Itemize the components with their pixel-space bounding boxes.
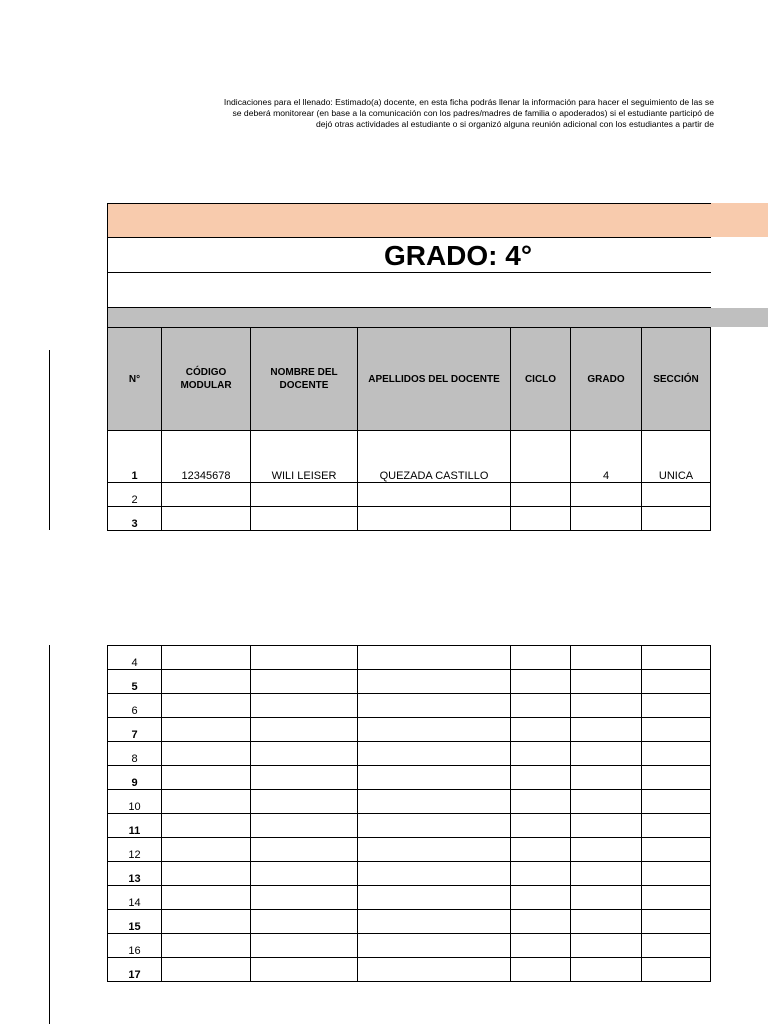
cell-apellidos[interactable] [358, 483, 511, 507]
cell-grado[interactable] [571, 790, 642, 814]
cell-apellidos[interactable] [358, 790, 511, 814]
cell-codigo[interactable] [162, 483, 251, 507]
table-row [108, 507, 711, 531]
grado-title: GRADO: 4° [383, 240, 533, 271]
col-header-ciclo: CICLO [511, 328, 571, 431]
col-header-n: N° [108, 328, 162, 431]
cell-ciclo[interactable] [511, 838, 571, 862]
table-row [108, 934, 711, 958]
cell-apellidos[interactable] [358, 670, 511, 694]
table-row [108, 483, 711, 507]
cell-ciclo[interactable] [511, 934, 571, 958]
cell-nombre[interactable]: WILI LEISER [251, 431, 358, 483]
cell-grado[interactable] [571, 646, 642, 670]
page-margin-line-lower [49, 645, 50, 1024]
cell-seccion[interactable] [642, 958, 711, 982]
cell-ciclo[interactable] [511, 886, 571, 910]
cell-seccion[interactable] [642, 910, 711, 934]
cell-ciclo[interactable] [511, 862, 571, 886]
cell-n[interactable]: 11 [108, 814, 162, 838]
instructions-line-2: se deberá monitorear (en base a la comunicación con los padres/madres de familia o apoderados) si el estudiante participó de [232, 108, 714, 118]
cell-grado[interactable] [571, 838, 642, 862]
cell-nombre[interactable] [251, 814, 358, 838]
cell-codigo[interactable]: 12345678 [162, 431, 251, 483]
instructions-text [100, 97, 714, 130]
cell-apellidos[interactable] [358, 718, 511, 742]
cell-grado[interactable] [571, 670, 642, 694]
cell-n[interactable]: 7 [108, 718, 162, 742]
cell-codigo[interactable] [162, 910, 251, 934]
cell-nombre[interactable] [251, 910, 358, 934]
cell-seccion[interactable] [642, 718, 711, 742]
table-row [108, 766, 711, 790]
table-row [108, 958, 711, 982]
cell-n[interactable]: 9 [108, 766, 162, 790]
cell-n[interactable]: 15 [108, 910, 162, 934]
cell-ciclo[interactable] [511, 670, 571, 694]
cell-nombre[interactable] [251, 790, 358, 814]
cell-n[interactable]: 3 [108, 507, 162, 531]
cell-ciclo[interactable] [511, 507, 571, 531]
cell-seccion[interactable] [642, 483, 711, 507]
cell-codigo[interactable] [162, 790, 251, 814]
table-row [108, 742, 711, 766]
cell-nombre[interactable] [251, 507, 358, 531]
instructions-line-3: dejó otras actividades al estudiante o si organizó alguna reunión adicional con los estudiantes a partir de [316, 119, 714, 129]
cell-seccion[interactable] [642, 934, 711, 958]
cell-n[interactable]: 14 [108, 886, 162, 910]
col-header-grado: GRADO [571, 328, 642, 431]
cell-grado[interactable] [571, 814, 642, 838]
cell-nombre[interactable] [251, 766, 358, 790]
cell-n[interactable]: 12 [108, 838, 162, 862]
cell-ciclo[interactable] [511, 694, 571, 718]
cell-n[interactable]: 4 [108, 646, 162, 670]
cell-seccion[interactable]: UNICA [642, 431, 711, 483]
cell-nombre[interactable] [251, 742, 358, 766]
cell-apellidos[interactable] [358, 838, 511, 862]
cell-apellidos[interactable] [358, 646, 511, 670]
cell-apellidos[interactable] [358, 694, 511, 718]
cell-apellidos[interactable] [358, 910, 511, 934]
cell-grado[interactable] [571, 718, 642, 742]
cell-n[interactable]: 6 [108, 694, 162, 718]
table-row [108, 670, 711, 694]
table-row [108, 694, 711, 718]
cell-n[interactable]: 10 [108, 790, 162, 814]
cell-nombre[interactable] [251, 862, 358, 886]
cell-grado[interactable] [571, 886, 642, 910]
cell-apellidos[interactable] [358, 814, 511, 838]
cell-codigo[interactable] [162, 958, 251, 982]
col-header-apellidos: APELLIDOS DEL DOCENTE [358, 328, 511, 431]
cell-apellidos[interactable] [358, 862, 511, 886]
instructions-line-1: Indicaciones para el llenado: Estimado(a) docente, en esta ficha podrás llenar la información para hacer el seguimiento de las se [223, 97, 714, 107]
cell-ciclo[interactable] [511, 718, 571, 742]
cell-ciclo[interactable] [511, 814, 571, 838]
cell-n[interactable]: 13 [108, 862, 162, 886]
cell-ciclo[interactable] [511, 431, 571, 483]
cell-codigo[interactable] [162, 814, 251, 838]
cell-grado[interactable] [571, 766, 642, 790]
header-line-1 [108, 203, 711, 204]
page-margin-line-upper [49, 350, 50, 530]
cell-n[interactable]: 1 [108, 431, 162, 483]
cell-nombre[interactable] [251, 646, 358, 670]
cell-codigo[interactable] [162, 838, 251, 862]
cell-seccion[interactable] [642, 886, 711, 910]
table-row [108, 431, 711, 483]
cell-n[interactable]: 5 [108, 670, 162, 694]
cell-codigo[interactable] [162, 507, 251, 531]
cell-grado[interactable]: 4 [571, 431, 642, 483]
cell-apellidos[interactable] [358, 742, 511, 766]
cell-ciclo[interactable] [511, 910, 571, 934]
cell-seccion[interactable] [642, 742, 711, 766]
cell-grado[interactable] [571, 483, 642, 507]
table-header-row [108, 328, 711, 431]
cell-seccion[interactable] [642, 766, 711, 790]
cell-codigo[interactable] [162, 670, 251, 694]
cell-ciclo[interactable] [511, 790, 571, 814]
col-header-seccion: SECCIÓN [642, 328, 711, 431]
cell-codigo[interactable] [162, 766, 251, 790]
cell-codigo[interactable] [162, 694, 251, 718]
cell-grado[interactable] [571, 694, 642, 718]
table-row [108, 910, 711, 934]
cell-apellidos[interactable] [358, 766, 511, 790]
cell-nombre[interactable] [251, 694, 358, 718]
header-band-gray [108, 308, 768, 327]
cell-grado[interactable] [571, 934, 642, 958]
cell-grado[interactable] [571, 958, 642, 982]
cell-codigo[interactable] [162, 718, 251, 742]
cell-apellidos[interactable] [358, 934, 511, 958]
cell-seccion[interactable] [642, 507, 711, 531]
cell-nombre[interactable] [251, 886, 358, 910]
cell-seccion[interactable] [642, 646, 711, 670]
cell-apellidos[interactable] [358, 507, 511, 531]
cell-apellidos[interactable]: QUEZADA CASTILLO [358, 431, 511, 483]
cell-grado[interactable] [571, 862, 642, 886]
cell-n[interactable]: 17 [108, 958, 162, 982]
table-row [108, 814, 711, 838]
cell-seccion[interactable] [642, 862, 711, 886]
table-row [108, 646, 711, 670]
cell-seccion[interactable] [642, 814, 711, 838]
cell-n[interactable]: 2 [108, 483, 162, 507]
teacher-table [107, 327, 711, 531]
cell-codigo[interactable] [162, 886, 251, 910]
cell-nombre[interactable] [251, 934, 358, 958]
cell-nombre[interactable] [251, 483, 358, 507]
cell-grado[interactable] [571, 742, 642, 766]
cell-seccion[interactable] [642, 838, 711, 862]
table-row [108, 718, 711, 742]
table-row [108, 886, 711, 910]
cell-ciclo[interactable] [511, 483, 571, 507]
cell-nombre[interactable] [251, 838, 358, 862]
cell-apellidos[interactable] [358, 886, 511, 910]
cell-n[interactable]: 8 [108, 742, 162, 766]
table-row [108, 838, 711, 862]
cell-seccion[interactable] [642, 694, 711, 718]
cell-ciclo[interactable] [511, 646, 571, 670]
cell-codigo[interactable] [162, 934, 251, 958]
cell-nombre[interactable] [251, 670, 358, 694]
cell-ciclo[interactable] [511, 958, 571, 982]
cell-codigo[interactable] [162, 862, 251, 886]
cell-nombre[interactable] [251, 958, 358, 982]
cell-nombre[interactable] [251, 718, 358, 742]
cell-codigo[interactable] [162, 646, 251, 670]
cell-grado[interactable] [571, 507, 642, 531]
col-header-codigo: CÓDIGO MODULAR [162, 328, 251, 431]
header-band-peach [108, 203, 768, 237]
cell-seccion[interactable] [642, 790, 711, 814]
col-header-nombre: NOMBRE DEL DOCENTE [251, 328, 358, 431]
cell-grado[interactable] [571, 910, 642, 934]
cell-codigo[interactable] [162, 742, 251, 766]
table-row [108, 862, 711, 886]
continuation-table [107, 645, 711, 982]
cell-seccion[interactable] [642, 670, 711, 694]
cell-ciclo[interactable] [511, 742, 571, 766]
table-row [108, 790, 711, 814]
cell-apellidos[interactable] [358, 958, 511, 982]
cell-n[interactable]: 16 [108, 934, 162, 958]
cell-ciclo[interactable] [511, 766, 571, 790]
